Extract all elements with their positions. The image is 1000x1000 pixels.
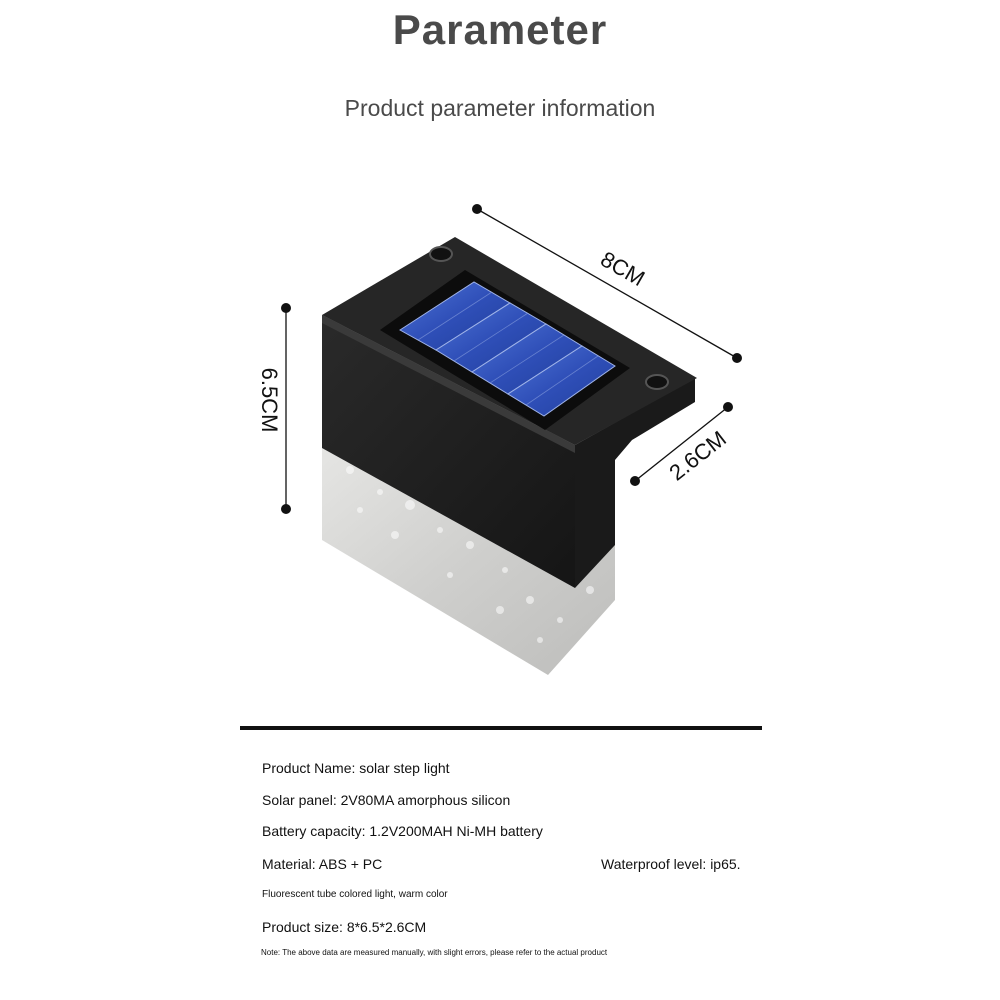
spec-waterproof: Waterproof level: ip65. [601, 856, 741, 872]
dimension-height-label: 6.5CM [257, 367, 282, 433]
spec-solar-panel: Solar panel: 2V80MA amorphous silicon [262, 792, 511, 808]
dimension-dot [472, 204, 482, 214]
section-divider [240, 726, 762, 730]
dimension-dot [732, 353, 742, 363]
screw-hole-left [430, 247, 452, 261]
spec-size: Product size: 8*6.5*2.6CM [262, 919, 427, 935]
page-title: Parameter [392, 6, 608, 53]
spec-note: Note: The above data are measured manually, with slight errors, please refer to the actual product [261, 948, 608, 957]
dimension-dot [281, 303, 291, 313]
dimension-dot [630, 476, 640, 486]
spec-material: Material: ABS + PC [262, 856, 383, 872]
dimension-dot [723, 402, 733, 412]
screw-hole-right [646, 375, 668, 389]
dimension-length-label: 8CM [596, 246, 650, 292]
spec-battery: Battery capacity: 1.2V200MAH Ni-MH battery [262, 823, 543, 839]
spec-light: Fluorescent tube colored light, warm color [262, 889, 448, 900]
dimension-dot [281, 504, 291, 514]
spec-product-name: Product Name: solar step light [262, 760, 450, 776]
page-subtitle: Product parameter information [344, 95, 656, 121]
dimension-depth-label: 2.6CM [664, 425, 731, 486]
dimension-height [257, 303, 291, 514]
